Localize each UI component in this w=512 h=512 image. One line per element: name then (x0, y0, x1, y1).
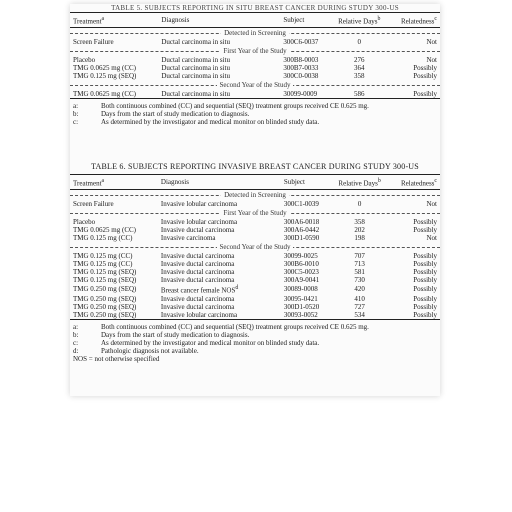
table-cell: Ductal carcinoma in situ (161, 64, 230, 73)
section-label: Second Year of the Study (217, 81, 294, 89)
section-label: First Year of the Study (220, 47, 289, 55)
table-cell: TMG 0.250 mg (SEQ) (73, 285, 137, 294)
table-cell: 300C0-0038 (283, 72, 319, 81)
table-cell: Ductal carcinoma in situ (161, 38, 230, 47)
table-cell: Possibly (413, 218, 437, 227)
column-header-diagnosis: Diagnosis (158, 13, 280, 28)
table-6-grid (70, 174, 440, 320)
table-cell: 276 (354, 56, 365, 65)
footnote (70, 331, 440, 339)
table-cell: Not (426, 38, 437, 47)
column-header-treatment: Treatment$^a$ (70, 175, 158, 190)
table-cell: 30089-0008 (283, 285, 318, 294)
table-cell: Possibly (413, 252, 437, 261)
table-row (70, 260, 440, 268)
table-6-title: TABLE 6. SUBJECTS REPORTING INVASIVE BREAST CANCER DURING STUDY 300-US (91, 162, 419, 171)
footnote-text: Days from the start of study medication to diagnosis. (101, 330, 250, 339)
table-6-footnotes (70, 323, 440, 363)
table-row (70, 64, 440, 72)
section-divider (70, 208, 440, 218)
section-label: Detected in Screening (221, 191, 289, 199)
table-cell: Possibly (413, 226, 437, 235)
footnote (70, 110, 440, 118)
table-row (70, 218, 440, 226)
footnote-key: b: (73, 330, 79, 339)
table-cell: Screen Failure (73, 38, 114, 47)
table-cell: Possibly (413, 268, 437, 277)
table-cell: Invasive lobular carcinoma (160, 200, 238, 209)
footnote-key: c: (73, 118, 79, 127)
footnote-key: b: (73, 110, 79, 119)
table-cell: Invasive ductal carcinoma (160, 268, 235, 277)
table-cell: 300D1-0520 (283, 302, 320, 311)
table-cell: 202 (354, 226, 365, 235)
footnote-text: Days from the start of study medication to diagnosis. (101, 110, 250, 119)
section-label: Second Year of the Study (217, 243, 294, 251)
table-cell: 300B6-0010 (283, 260, 319, 269)
table-cell: TMG 0.0625 mg (CC) (73, 226, 136, 235)
table-6-header-row (70, 175, 440, 190)
footnote (70, 347, 440, 355)
table-row (70, 276, 440, 284)
table-5-grid (70, 12, 440, 99)
table-row (70, 295, 440, 303)
table-row (70, 234, 440, 242)
table-cell: 300D1-0590 (283, 234, 320, 243)
table-cell: 300B8-0003 (283, 56, 319, 65)
table-cell: 30095-0421 (283, 294, 318, 303)
table-cell: Not (426, 200, 437, 209)
column-header-relative-days: Relative Days$^b$ (333, 13, 386, 28)
table-cell: TMG 0.125 mg (CC) (73, 252, 133, 261)
table-cell: Possibly (413, 285, 437, 294)
table-cell: Possibly (413, 260, 437, 269)
table-cell: 300C1-0039 (283, 200, 319, 209)
table-cell: 30099-0009 (280, 90, 333, 99)
footnote-key: d: (73, 346, 79, 355)
table-cell: 727 (354, 302, 365, 311)
footnote (70, 102, 440, 110)
table-cell: 300A9-0041 (283, 276, 320, 285)
footnote (70, 118, 440, 126)
table-row (70, 268, 440, 276)
footnote-key: a: (73, 102, 79, 111)
column-header-relatedness: Relatedness$^c$ (386, 175, 440, 190)
table-cell: 300A6-0442 (283, 226, 320, 235)
column-header-subject: Subject (281, 175, 333, 190)
table-cell: TMG 0.125 mg (CC) (73, 234, 133, 243)
table-cell: TMG 0.125 mg (SEQ) (73, 276, 137, 285)
table-row (70, 72, 440, 80)
table-row (70, 90, 440, 99)
table-cell: Possibly (413, 72, 437, 81)
footnote (70, 339, 440, 347)
table-cell: TMG 0.250 mg (SEQ) (73, 302, 137, 311)
table-cell: Ductal carcinoma in situ (161, 56, 230, 65)
footnote-key: c: (73, 338, 79, 347)
footnote-text: Pathologic diagnosis not available. (101, 346, 199, 355)
table-5-header-row (70, 13, 440, 28)
table-cell: 30093-0052 (281, 311, 333, 320)
table-cell: TMG 0.125 mg (CC) (73, 260, 133, 269)
table-cell: 300C6-0037 (283, 38, 319, 47)
table-row (70, 56, 440, 64)
footnote (70, 323, 440, 331)
column-header-treatment: Treatment$^a$ (70, 13, 158, 28)
section-label: Detected in Screening (221, 29, 289, 37)
table-5-title: TABLE 5. SUBJECTS REPORTING IN SITU BREAST CANCER DURING STUDY 300-US (111, 4, 399, 12)
section-divider (70, 80, 440, 90)
table-cell: 410 (354, 294, 365, 303)
table-6 (70, 162, 440, 363)
table-cell: 586 (333, 90, 386, 99)
table-cell: Invasive ductal carcinoma (160, 226, 235, 235)
table-cell: 0 (357, 38, 361, 47)
column-header-relatedness: Relatedness$^c$ (386, 13, 440, 28)
table-5-footnotes (70, 102, 440, 126)
table-cell: Not (426, 234, 437, 243)
table-cell: 198 (354, 234, 365, 243)
table-cell: Invasive ductal carcinoma (160, 276, 235, 285)
table-cell: Possibly (413, 302, 437, 311)
table-row (70, 252, 440, 260)
table-cell: TMG 0.0625 mg (CC) (70, 90, 158, 99)
table-cell: Invasive lobular carcinoma (160, 218, 238, 227)
table-cell: Invasive ductal carcinoma (160, 302, 235, 311)
document-page (70, 4, 440, 396)
table-row (70, 200, 440, 208)
footnote-text: Both continuous combined (CC) and sequential (SEQ) treatment groups received CE 0.625 mg. (101, 322, 369, 331)
footnote (70, 355, 440, 363)
table-cell: Invasive ductal carcinoma (160, 260, 235, 269)
section-divider (70, 190, 440, 201)
table-cell: Invasive carcinoma (160, 234, 216, 243)
table-cell: 534 (333, 311, 386, 320)
table-row (70, 226, 440, 234)
table-cell: Placebo (73, 218, 96, 227)
table-cell: TMG 0.250 mg (SEQ) (73, 294, 137, 303)
table-cell: 730 (354, 276, 365, 285)
table-cell: Breast cancer female NOS$^d$ (160, 285, 239, 295)
table-cell: TMG 0.250 mg (SEQ) (70, 311, 158, 320)
table-cell: Invasive ductal carcinoma (160, 252, 235, 261)
table-cell: 358 (354, 218, 365, 227)
table-cell: Invasive lobular carcinoma (158, 311, 281, 320)
table-cell: 420 (354, 285, 365, 294)
table-cell: Placebo (73, 56, 96, 65)
table-cell: TMG 0.125 mg (SEQ) (73, 268, 137, 277)
table-cell: 0 (357, 200, 362, 209)
table-cell: 300C5-0023 (283, 268, 319, 277)
table-cell: 707 (354, 252, 365, 261)
section-divider (70, 28, 440, 39)
table-cell: Ductal carcinoma in situ (158, 90, 280, 99)
table-cell: 581 (354, 268, 365, 277)
column-header-diagnosis: Diagnosis (158, 175, 281, 190)
section-divider (70, 242, 440, 252)
table-5 (70, 4, 440, 126)
table-cell: Possibly (386, 90, 440, 99)
footnote-text: Both continuous combined (CC) and sequential (SEQ) treatment groups received CE 0.625 mg. (101, 102, 369, 111)
section-divider (70, 46, 440, 56)
column-header-relative-days: Relative Days$^b$ (333, 175, 386, 190)
table-cell: Possibly (413, 294, 437, 303)
table-cell: Possibly (413, 64, 437, 73)
table-cell: TMG 0.125 mg (SEQ) (73, 72, 137, 81)
table-cell: 300B7-0033 (283, 64, 319, 73)
section-label: First Year of the Study (220, 209, 289, 217)
footnote-key: a: (73, 322, 79, 331)
table-cell: Possibly (413, 276, 437, 285)
footnote-text: NOS = not otherwise specified (73, 354, 160, 363)
table-row (70, 38, 440, 46)
table-cell: Ductal carcinoma in situ (161, 72, 230, 81)
table-row (70, 311, 440, 320)
table-cell: 364 (354, 64, 365, 73)
table-cell: Invasive ductal carcinoma (160, 294, 235, 303)
table-cell: 30099-0025 (283, 252, 318, 261)
table-cell: Possibly (386, 311, 440, 320)
footnote-text: As determined by the investigator and medical monitor on blinded study data. (101, 118, 320, 127)
table-cell: 300A6-0018 (283, 218, 320, 227)
footnote-text: As determined by the investigator and medical monitor on blinded study data. (101, 338, 320, 347)
table-cell: Not (426, 56, 437, 65)
table-cell: 358 (354, 72, 365, 81)
table-row (70, 303, 440, 311)
column-header-subject: Subject (280, 13, 333, 28)
table-cell: Screen Failure (73, 200, 114, 209)
table-cell: 713 (354, 260, 365, 269)
table-row (70, 284, 440, 294)
table-cell: TMG 0.0625 mg (CC) (73, 64, 136, 73)
